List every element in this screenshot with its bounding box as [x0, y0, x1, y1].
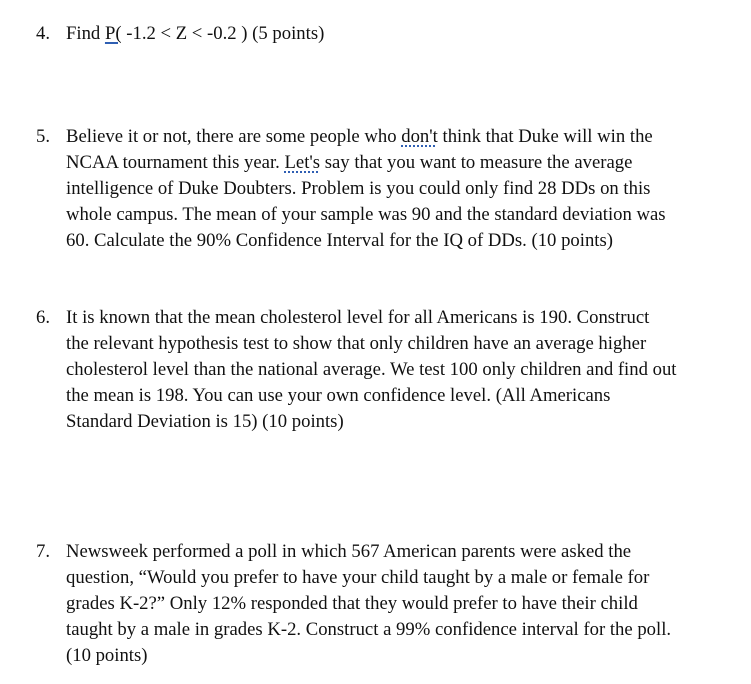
question-line: question, “Would you prefer to have your child taught by a male or female for — [66, 567, 650, 588]
question-line — [66, 21, 746, 47]
question-line: whole campus. The mean of your sample was 90 and the standard deviation was — [66, 204, 666, 225]
question-number: 5. — [36, 126, 51, 147]
question-line: 60. Calculate the 90% Confidence Interval for the IQ of DDs. (10 points) — [66, 230, 613, 251]
text-run: think that Duke will win the — [437, 126, 653, 147]
text-run: say that you want to measure the average — [320, 152, 633, 173]
question-line: the mean is 198. You can use your own confidence level. (All Americans — [66, 385, 611, 406]
question-line: taught by a male in grades K-2. Construct a 99% confidence interval for the poll. — [66, 619, 672, 640]
question-line — [66, 124, 746, 150]
question-line — [66, 150, 746, 176]
question-text — [66, 124, 746, 254]
question-line: Newsweek performed a poll in which 567 American parents were asked the — [66, 541, 632, 562]
grammar-flag: don't — [401, 126, 438, 147]
question-text — [66, 305, 746, 435]
question-line: intelligence of Duke Doubters. Problem is you could only find 28 DDs on this — [66, 178, 651, 199]
question-line: grades K-2?” Only 12% responded that they would prefer to have their child — [66, 593, 638, 614]
grammar-flag: Let's — [284, 152, 321, 173]
question-line: (10 points) — [66, 645, 148, 666]
question-line: It is known that the mean cholesterol level for all Americans is 190. Construct — [66, 307, 650, 328]
text-run: Find — [66, 23, 105, 44]
question-line: the relevant hypothesis test to show that only children have an average higher — [66, 333, 647, 354]
text-run: Believe it or not, there are some people who — [66, 126, 402, 147]
question-line: cholesterol level than the national average. We test 100 only children and find out — [66, 359, 677, 380]
question-text — [66, 21, 746, 47]
question-number: 7. — [36, 541, 51, 562]
question-number: 6. — [36, 307, 51, 328]
question-text — [66, 539, 746, 669]
text-run: -1.2 < Z < -0.2 ) (5 points) — [121, 23, 325, 44]
question-number: 4. — [36, 23, 51, 44]
grammar-flag: P( — [104, 23, 122, 44]
text-run: NCAA tournament this year. — [66, 152, 285, 173]
question-line: Standard Deviation is 15) (10 points) — [66, 411, 344, 432]
